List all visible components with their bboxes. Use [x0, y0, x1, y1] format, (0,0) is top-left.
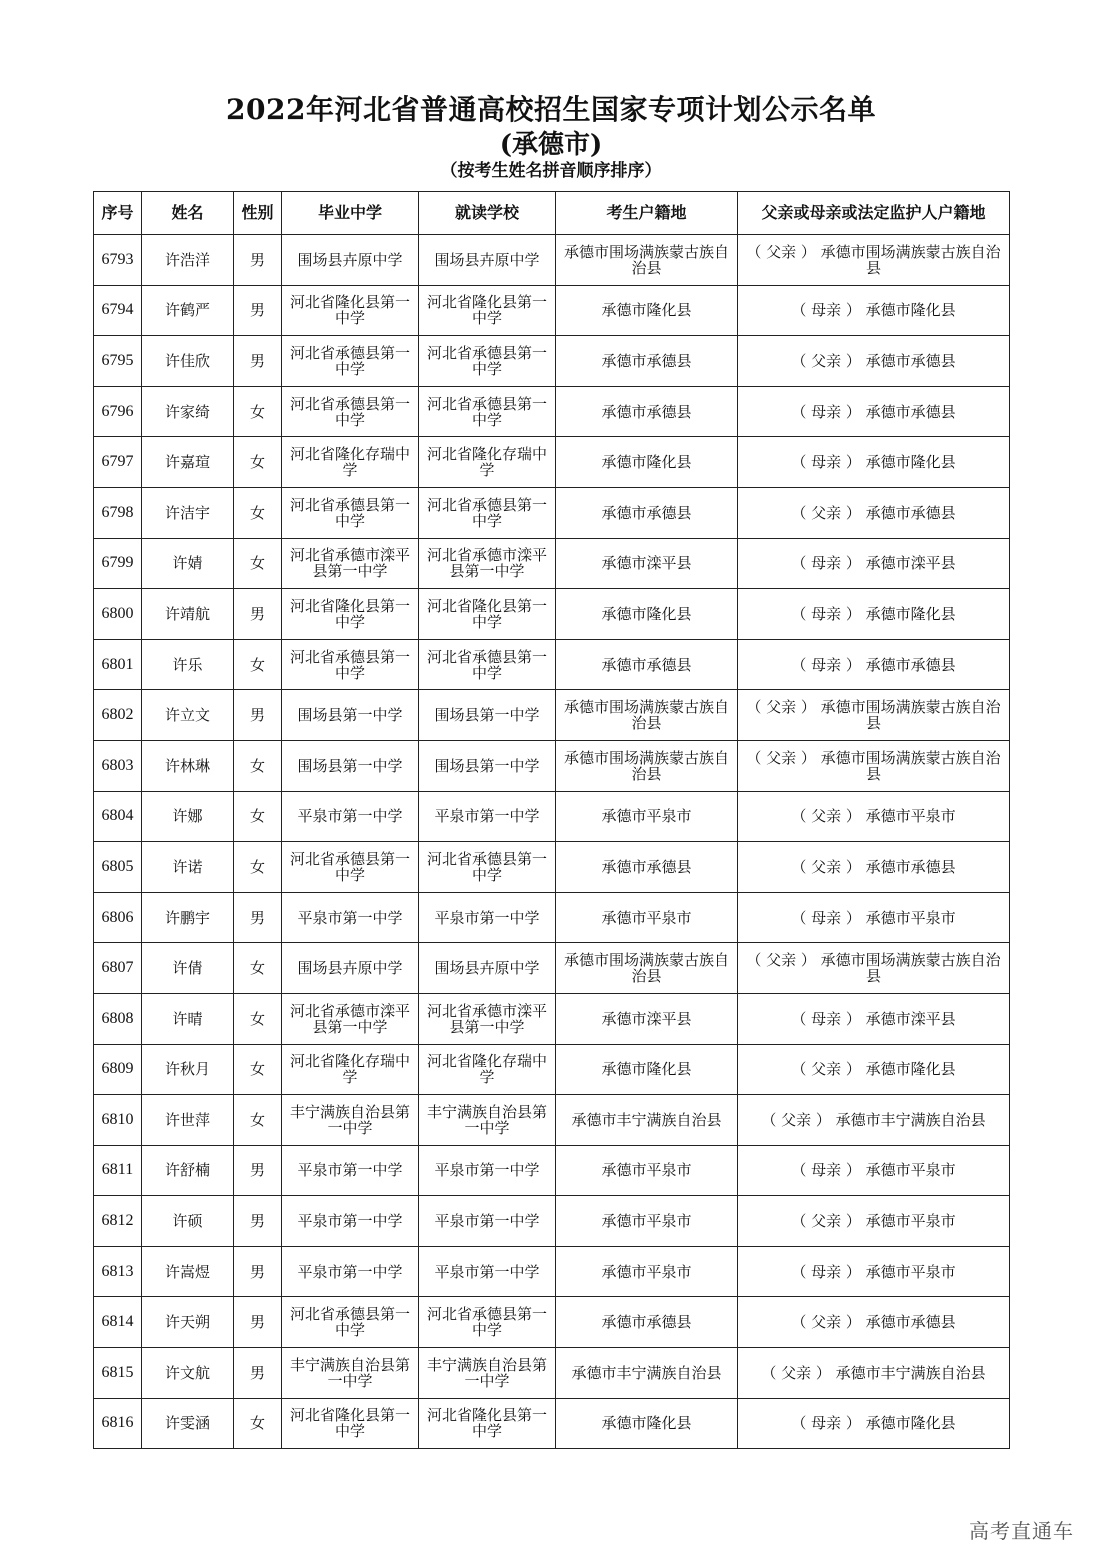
table-row — [94, 336, 1010, 387]
seq-cell: 6812 — [94, 1196, 142, 1247]
guardian-domicile-cell: （ 父亲 ） 承德市平泉市 — [738, 1196, 1010, 1247]
gender-cell: 女 — [234, 993, 282, 1044]
graduate-school-cell: 河北省承德县第一中学 — [282, 487, 419, 538]
guardian-domicile-cell: （ 母亲 ） 承德市承德县 — [738, 386, 1010, 437]
table-row — [94, 235, 1010, 286]
name-cell: 许洁宇 — [142, 487, 234, 538]
current-school-cell: 河北省承德县第一中学 — [419, 487, 556, 538]
seq-cell: 6810 — [94, 1095, 142, 1146]
domicile-cell: 承德市围场满族蒙古族自治县 — [556, 235, 738, 286]
sort-note: （按考生姓名拼音顺序排序） — [440, 161, 662, 181]
seq-cell: 6807 — [94, 943, 142, 994]
guardian-domicile-cell: （ 母亲 ） 承德市平泉市 — [738, 1145, 1010, 1196]
domicile-cell: 承德市承德县 — [556, 336, 738, 387]
gender-cell: 男 — [234, 1196, 282, 1247]
guardian-domicile-cell: （ 母亲 ） 承德市承德县 — [738, 639, 1010, 690]
table-row — [94, 1246, 1010, 1297]
seq-cell: 6796 — [94, 386, 142, 437]
graduate-school-cell: 河北省承德县第一中学 — [282, 1297, 419, 1348]
current-school-cell: 河北省隆化县第一中学 — [419, 285, 556, 336]
gender-cell: 女 — [234, 1398, 282, 1449]
graduate-school-cell: 河北省承德县第一中学 — [282, 639, 419, 690]
table-row — [94, 1095, 1010, 1146]
header-graduate-school: 毕业中学 — [282, 192, 419, 235]
guardian-domicile-cell: （ 父亲 ） 承德市隆化县 — [738, 1044, 1010, 1095]
domicile-cell: 承德市承德县 — [556, 639, 738, 690]
table-row — [94, 791, 1010, 842]
table-row — [94, 1297, 1010, 1348]
gender-cell: 男 — [234, 690, 282, 741]
graduate-school-cell: 平泉市第一中学 — [282, 892, 419, 943]
name-cell: 许娜 — [142, 791, 234, 842]
gender-cell: 女 — [234, 437, 282, 488]
guardian-domicile-cell: （ 父亲 ） 承德市围场满族蒙古族自治县 — [738, 740, 1010, 791]
table-row — [94, 538, 1010, 589]
guardian-domicile-cell: （ 父亲 ） 承德市围场满族蒙古族自治县 — [738, 235, 1010, 286]
current-school-cell: 围场县第一中学 — [419, 690, 556, 741]
graduate-school-cell: 丰宁满族自治县第一中学 — [282, 1095, 419, 1146]
current-school-cell: 平泉市第一中学 — [419, 1246, 556, 1297]
header-domicile: 考生户籍地 — [556, 192, 738, 235]
domicile-cell: 承德市承德县 — [556, 1297, 738, 1348]
table-row — [94, 1145, 1010, 1196]
seq-cell: 6816 — [94, 1398, 142, 1449]
seq-cell: 6815 — [94, 1348, 142, 1399]
current-school-cell: 河北省承德县第一中学 — [419, 842, 556, 893]
seq-cell: 6808 — [94, 993, 142, 1044]
name-cell: 许舒楠 — [142, 1145, 234, 1196]
gender-cell: 女 — [234, 943, 282, 994]
domicile-cell: 承德市平泉市 — [556, 892, 738, 943]
domicile-cell: 承德市平泉市 — [556, 1246, 738, 1297]
guardian-domicile-cell: （ 母亲 ） 承德市滦平县 — [738, 993, 1010, 1044]
guardian-domicile-cell: （ 父亲 ） 承德市丰宁满族自治县 — [738, 1348, 1010, 1399]
name-cell: 许立文 — [142, 690, 234, 741]
graduate-school-cell: 平泉市第一中学 — [282, 1145, 419, 1196]
name-cell: 许雯涵 — [142, 1398, 234, 1449]
domicile-cell: 承德市隆化县 — [556, 589, 738, 640]
gender-cell: 男 — [234, 1145, 282, 1196]
header-gender: 性别 — [234, 192, 282, 235]
current-school-cell: 平泉市第一中学 — [419, 791, 556, 842]
table-row — [94, 740, 1010, 791]
graduate-school-cell: 河北省承德县第一中学 — [282, 336, 419, 387]
name-cell: 许天朔 — [142, 1297, 234, 1348]
name-cell: 许鹤严 — [142, 285, 234, 336]
graduate-school-cell: 河北省隆化存瑞中学 — [282, 1044, 419, 1095]
guardian-domicile-cell: （ 父亲 ） 承德市承德县 — [738, 487, 1010, 538]
table-row — [94, 487, 1010, 538]
table-row — [94, 943, 1010, 994]
domicile-cell: 承德市承德县 — [556, 386, 738, 437]
domicile-cell: 承德市平泉市 — [556, 1145, 738, 1196]
name-cell: 许硕 — [142, 1196, 234, 1247]
current-school-cell: 河北省隆化县第一中学 — [419, 589, 556, 640]
domicile-cell: 承德市围场满族蒙古族自治县 — [556, 690, 738, 741]
seq-cell: 6794 — [94, 285, 142, 336]
name-cell: 许乐 — [142, 639, 234, 690]
table-row — [94, 285, 1010, 336]
graduate-school-cell: 围场县第一中学 — [282, 740, 419, 791]
seq-cell: 6806 — [94, 892, 142, 943]
gender-cell: 男 — [234, 235, 282, 286]
current-school-cell: 河北省隆化存瑞中学 — [419, 437, 556, 488]
gender-cell: 女 — [234, 1044, 282, 1095]
gender-cell: 女 — [234, 386, 282, 437]
guardian-domicile-cell: （ 父亲 ） 承德市围场满族蒙古族自治县 — [738, 690, 1010, 741]
header-name: 姓名 — [142, 192, 234, 235]
guardian-domicile-cell: （ 母亲 ） 承德市隆化县 — [738, 285, 1010, 336]
current-school-cell: 河北省承德市滦平县第一中学 — [419, 538, 556, 589]
gender-cell: 女 — [234, 538, 282, 589]
name-cell: 许世萍 — [142, 1095, 234, 1146]
gender-cell: 男 — [234, 1348, 282, 1399]
domicile-cell: 承德市丰宁满族自治县 — [556, 1095, 738, 1146]
page-title: 2022年河北省普通高校招生国家专项计划公示名单 — [226, 93, 876, 126]
table-row — [94, 1348, 1010, 1399]
current-school-cell: 平泉市第一中学 — [419, 892, 556, 943]
domicile-cell: 承德市滦平县 — [556, 538, 738, 589]
gender-cell: 男 — [234, 336, 282, 387]
current-school-cell: 河北省承德县第一中学 — [419, 1297, 556, 1348]
current-school-cell: 河北省承德县第一中学 — [419, 336, 556, 387]
domicile-cell: 承德市丰宁满族自治县 — [556, 1348, 738, 1399]
current-school-cell: 围场县卉原中学 — [419, 943, 556, 994]
domicile-cell: 承德市隆化县 — [556, 437, 738, 488]
name-cell: 许倩 — [142, 943, 234, 994]
seq-cell: 6801 — [94, 639, 142, 690]
domicile-cell: 承德市隆化县 — [556, 1398, 738, 1449]
domicile-cell: 承德市围场满族蒙古族自治县 — [556, 740, 738, 791]
current-school-cell: 河北省隆化存瑞中学 — [419, 1044, 556, 1095]
guardian-domicile-cell: （ 父亲 ） 承德市丰宁满族自治县 — [738, 1095, 1010, 1146]
table-body — [94, 235, 1010, 1449]
name-cell: 许鹏宇 — [142, 892, 234, 943]
seq-cell: 6814 — [94, 1297, 142, 1348]
seq-cell: 6813 — [94, 1246, 142, 1297]
gender-cell: 女 — [234, 842, 282, 893]
guardian-domicile-cell: （ 父亲 ） 承德市承德县 — [738, 336, 1010, 387]
table-header-row — [94, 192, 1010, 235]
table-row — [94, 892, 1010, 943]
domicile-cell: 承德市滦平县 — [556, 993, 738, 1044]
gender-cell: 女 — [234, 487, 282, 538]
graduate-school-cell: 河北省隆化县第一中学 — [282, 1398, 419, 1449]
domicile-cell: 承德市平泉市 — [556, 791, 738, 842]
table-row — [94, 993, 1010, 1044]
graduate-school-cell: 平泉市第一中学 — [282, 791, 419, 842]
graduate-school-cell: 围场县卉原中学 — [282, 235, 419, 286]
table-row — [94, 386, 1010, 437]
gender-cell: 女 — [234, 1095, 282, 1146]
seq-cell: 6800 — [94, 589, 142, 640]
domicile-cell: 承德市平泉市 — [556, 1196, 738, 1247]
name-cell: 许靖航 — [142, 589, 234, 640]
guardian-domicile-cell: （ 母亲 ） 承德市隆化县 — [738, 437, 1010, 488]
gender-cell: 男 — [234, 285, 282, 336]
seq-cell: 6802 — [94, 690, 142, 741]
graduate-school-cell: 围场县卉原中学 — [282, 943, 419, 994]
seq-cell: 6805 — [94, 842, 142, 893]
gender-cell: 女 — [234, 740, 282, 791]
header-seq: 序号 — [94, 192, 142, 235]
name-cell: 许林琳 — [142, 740, 234, 791]
guardian-domicile-cell: （ 父亲 ） 承德市承德县 — [738, 842, 1010, 893]
table-row — [94, 1044, 1010, 1095]
table-row — [94, 1398, 1010, 1449]
table-row — [94, 690, 1010, 741]
graduate-school-cell: 丰宁满族自治县第一中学 — [282, 1348, 419, 1399]
header-guardian-domicile: 父亲或母亲或法定监护人户籍地 — [738, 192, 1010, 235]
guardian-domicile-cell: （ 母亲 ） 承德市平泉市 — [738, 1246, 1010, 1297]
guardian-domicile-cell: （ 母亲 ） 承德市平泉市 — [738, 892, 1010, 943]
guardian-domicile-cell: （ 父亲 ） 承德市承德县 — [738, 1297, 1010, 1348]
current-school-cell: 丰宁满族自治县第一中学 — [419, 1348, 556, 1399]
seq-cell: 6795 — [94, 336, 142, 387]
guardian-domicile-cell: （ 父亲 ） 承德市平泉市 — [738, 791, 1010, 842]
seq-cell: 6811 — [94, 1145, 142, 1196]
guardian-domicile-cell: （ 母亲 ） 承德市隆化县 — [738, 589, 1010, 640]
table-row — [94, 842, 1010, 893]
seq-cell: 6799 — [94, 538, 142, 589]
current-school-cell: 围场县第一中学 — [419, 740, 556, 791]
current-school-cell: 河北省承德县第一中学 — [419, 639, 556, 690]
gender-cell: 男 — [234, 1246, 282, 1297]
guardian-domicile-cell: （ 父亲 ） 承德市围场满族蒙古族自治县 — [738, 943, 1010, 994]
gender-cell: 男 — [234, 589, 282, 640]
name-cell: 许家绮 — [142, 386, 234, 437]
name-cell: 许浩洋 — [142, 235, 234, 286]
table-row — [94, 589, 1010, 640]
domicile-cell: 承德市围场满族蒙古族自治县 — [556, 943, 738, 994]
graduate-school-cell: 围场县第一中学 — [282, 690, 419, 741]
table-row — [94, 437, 1010, 488]
seq-cell: 6804 — [94, 791, 142, 842]
graduate-school-cell: 平泉市第一中学 — [282, 1246, 419, 1297]
seq-cell: 6793 — [94, 235, 142, 286]
gender-cell: 男 — [234, 1297, 282, 1348]
current-school-cell: 河北省承德市滦平县第一中学 — [419, 993, 556, 1044]
name-cell: 许佳欣 — [142, 336, 234, 387]
graduate-school-cell: 河北省承德市滦平县第一中学 — [282, 538, 419, 589]
graduate-school-cell: 河北省承德县第一中学 — [282, 386, 419, 437]
page-subtitle: (承德市) — [499, 130, 603, 160]
seq-cell: 6798 — [94, 487, 142, 538]
roster-table — [93, 191, 1010, 1449]
current-school-cell: 平泉市第一中学 — [419, 1196, 556, 1247]
domicile-cell: 承德市隆化县 — [556, 1044, 738, 1095]
watermark: 高考直通车 — [969, 1519, 1074, 1543]
graduate-school-cell: 平泉市第一中学 — [282, 1196, 419, 1247]
current-school-cell: 河北省承德县第一中学 — [419, 386, 556, 437]
table-row — [94, 639, 1010, 690]
seq-cell: 6803 — [94, 740, 142, 791]
domicile-cell: 承德市承德县 — [556, 842, 738, 893]
name-cell: 许嘉瑄 — [142, 437, 234, 488]
name-cell: 许婧 — [142, 538, 234, 589]
gender-cell: 男 — [234, 892, 282, 943]
gender-cell: 女 — [234, 639, 282, 690]
name-cell: 许文航 — [142, 1348, 234, 1399]
current-school-cell: 平泉市第一中学 — [419, 1145, 556, 1196]
domicile-cell: 承德市承德县 — [556, 487, 738, 538]
current-school-cell: 丰宁满族自治县第一中学 — [419, 1095, 556, 1146]
graduate-school-cell: 河北省隆化县第一中学 — [282, 589, 419, 640]
graduate-school-cell: 河北省承德市滦平县第一中学 — [282, 993, 419, 1044]
gender-cell: 女 — [234, 791, 282, 842]
graduate-school-cell: 河北省承德县第一中学 — [282, 842, 419, 893]
current-school-cell: 河北省隆化县第一中学 — [419, 1398, 556, 1449]
graduate-school-cell: 河北省隆化县第一中学 — [282, 285, 419, 336]
name-cell: 许秋月 — [142, 1044, 234, 1095]
seq-cell: 6809 — [94, 1044, 142, 1095]
graduate-school-cell: 河北省隆化存瑞中学 — [282, 437, 419, 488]
table-row — [94, 1196, 1010, 1247]
domicile-cell: 承德市隆化县 — [556, 285, 738, 336]
name-cell: 许诺 — [142, 842, 234, 893]
guardian-domicile-cell: （ 母亲 ） 承德市滦平县 — [738, 538, 1010, 589]
seq-cell: 6797 — [94, 437, 142, 488]
guardian-domicile-cell: （ 母亲 ） 承德市隆化县 — [738, 1398, 1010, 1449]
current-school-cell: 围场县卉原中学 — [419, 235, 556, 286]
name-cell: 许晴 — [142, 993, 234, 1044]
header-current-school: 就读学校 — [419, 192, 556, 235]
name-cell: 许嵩煜 — [142, 1246, 234, 1297]
